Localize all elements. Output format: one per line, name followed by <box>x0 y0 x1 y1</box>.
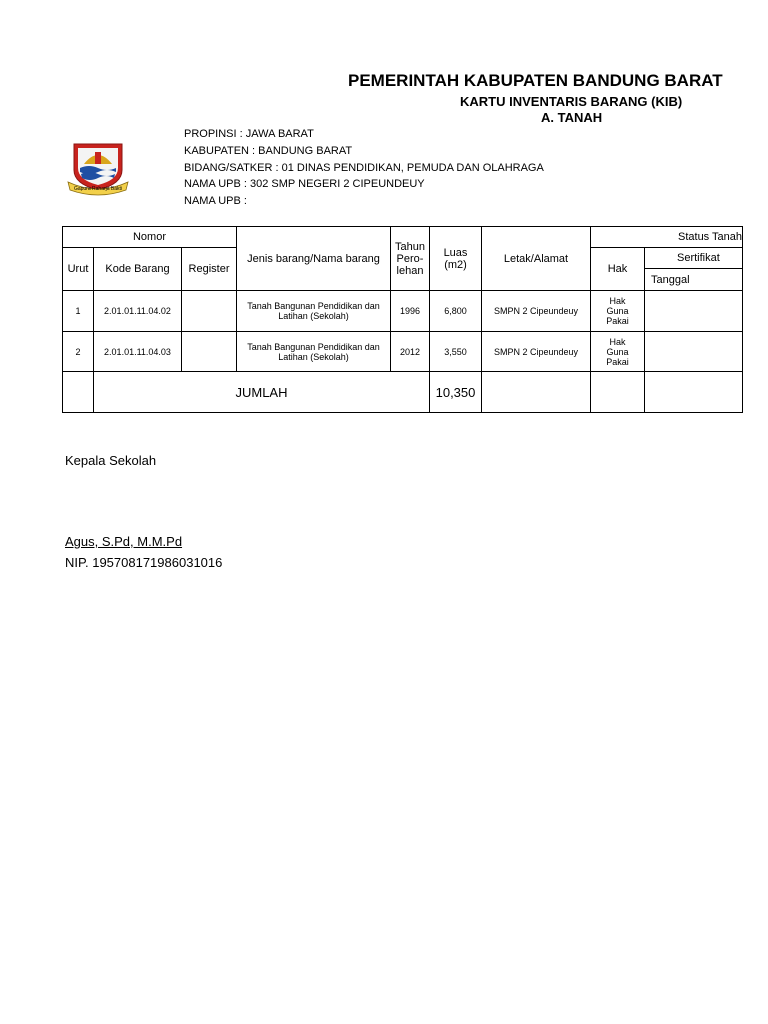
inventory-table <box>62 226 743 413</box>
cell-jenis: Tanah Bangunan Pendidikan dan Latihan (Sekolah) <box>237 291 391 332</box>
cell-hak: Hak Guna Pakai <box>591 291 645 332</box>
info-upb-1: NAMA UPB : 302 SMP NEGERI 2 CIPEUNDEUY <box>184 178 425 190</box>
page-subtitle: KARTU INVENTARIS BARANG (KIB) <box>460 94 683 109</box>
cell-register <box>182 332 237 372</box>
kabupaten-logo <box>64 140 132 196</box>
cell-kode: 2.01.01.11.04.03 <box>94 332 182 372</box>
total-row <box>63 372 743 413</box>
kabupaten-value: BANDUNG BARAT <box>258 145 353 157</box>
total-luas: 10,350 <box>430 372 482 413</box>
total-tanggal-blank <box>645 372 743 413</box>
kabupaten-label: KABUPATEN : <box>184 145 256 157</box>
header-tanggal: Tanggal <box>645 269 743 291</box>
cell-tanggal <box>645 332 743 372</box>
page-title: PEMERINTAH KABUPATEN BANDUNG BARAT <box>348 71 723 90</box>
header-sertifikat: Sertifikat <box>645 248 743 269</box>
svg-text:Gapura Raharja Bakti: Gapura Raharja Bakti <box>73 186 123 192</box>
table-row <box>63 332 743 372</box>
cell-register <box>182 291 237 332</box>
header-tahun: Tahun Pero- lehan <box>391 227 430 291</box>
header-kode: Kode Barang <box>94 248 182 291</box>
cell-hak: Hak Guna Pakai <box>591 332 645 372</box>
cell-tanggal <box>645 291 743 332</box>
header-row-1 <box>63 227 743 248</box>
cell-kode: 2.01.01.11.04.02 <box>94 291 182 332</box>
header-letak: Letak/Alamat <box>482 227 591 291</box>
total-letak-blank <box>482 372 591 413</box>
propinsi-value: JAWA BARAT <box>245 128 314 140</box>
header-nomor: Nomor <box>63 227 237 248</box>
cell-urut: 1 <box>63 291 94 332</box>
cell-luas: 3,550 <box>430 332 482 372</box>
propinsi-label: PROPINSI : <box>184 128 243 140</box>
info-kabupaten <box>184 145 352 157</box>
cell-jenis: Tanah Bangunan Pendidikan dan Latihan (Sekolah) <box>237 332 391 372</box>
header-status: Status Tanah <box>591 227 743 248</box>
header-jenis: Jenis barang/Nama barang <box>237 227 391 291</box>
total-blank-cell <box>63 372 94 413</box>
section-title: A. TANAH <box>541 110 603 125</box>
cell-letak: SMPN 2 Cipeundeuy <box>482 291 591 332</box>
cell-urut: 2 <box>63 332 94 372</box>
signature-name: Agus, S.Pd, M.M.Pd <box>65 534 183 549</box>
info-bidang: BIDANG/SATKER : 01 DINAS PENDIDIKAN, PEMUDA DAN OLAHRAGA <box>184 162 544 174</box>
signature-role: Kepala Sekolah <box>65 453 157 468</box>
signature-nip: NIP. 195708171986031016 <box>65 555 223 570</box>
info-upb-2: NAMA UPB : <box>184 195 247 207</box>
header-luas: Luas (m2) <box>430 227 482 291</box>
table-row <box>63 291 743 332</box>
header-register: Register <box>182 248 237 291</box>
total-hak-blank <box>591 372 645 413</box>
total-label: JUMLAH <box>94 372 430 413</box>
cell-tahun: 2012 <box>391 332 430 372</box>
cell-letak: SMPN 2 Cipeundeuy <box>482 332 591 372</box>
header-urut: Urut <box>63 248 94 291</box>
header-hak: Hak <box>591 248 645 291</box>
cell-luas: 6,800 <box>430 291 482 332</box>
info-propinsi <box>184 128 314 140</box>
cell-tahun: 1996 <box>391 291 430 332</box>
